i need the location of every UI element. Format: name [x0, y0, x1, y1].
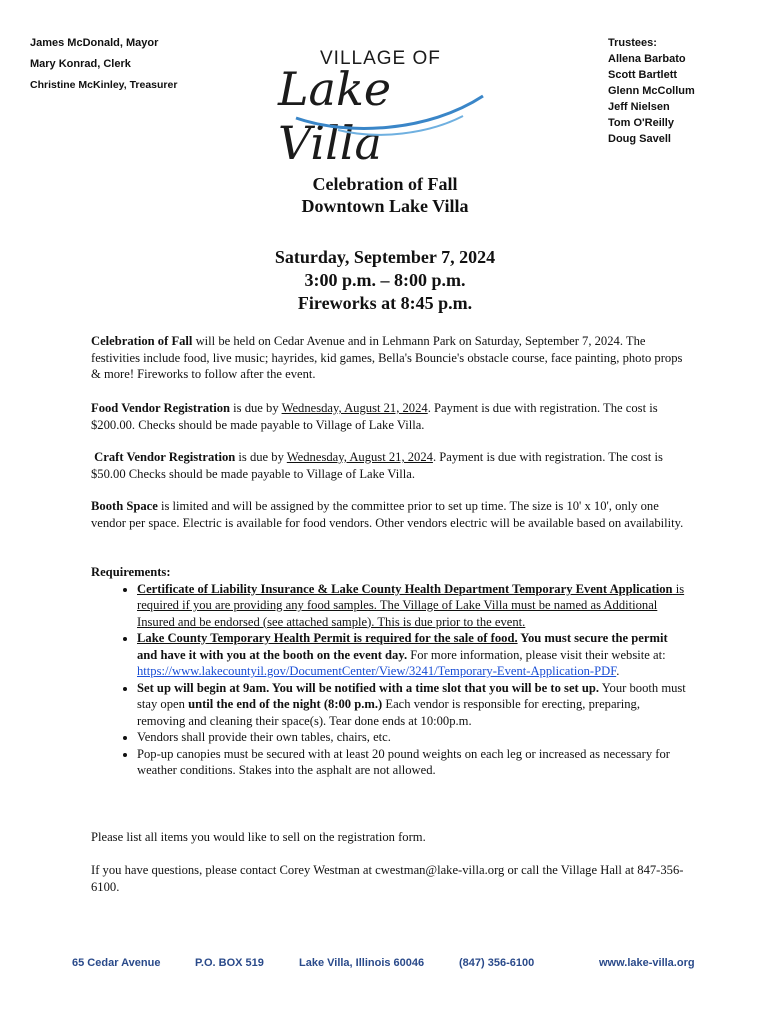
contact-paragraph — [91, 862, 691, 895]
logo-top-text: VILLAGE OF — [320, 48, 441, 69]
treasurer-name: Christine McKinley, Treasurer — [30, 79, 178, 91]
trustee-name: Scott Bartlett — [608, 69, 678, 81]
req-setup-bold: Set up will begin at 9am. You will be notified with a time slot that you will be to set up. — [137, 680, 600, 695]
event-title-line1: Celebration of Fall — [312, 174, 458, 194]
req-permit-text: For more information, please visit their website at: — [407, 647, 666, 662]
requirement-item — [137, 630, 691, 680]
contact-text: If you have questions, please contact Corey Westman at cwestman@lake-villa.org or call the Village Hall at 847-356-6100. — [91, 863, 684, 894]
event-date: Saturday, September 7, 2024 — [274, 247, 496, 267]
trustees-list — [608, 35, 695, 147]
food-vendor-paragraph — [91, 400, 691, 433]
req-setup-text: Your booth must stay open — [137, 680, 686, 711]
food-vendor-bold: Food Vendor Registration — [91, 401, 231, 415]
craft-vendor-deadline: Wednesday, August 21, 2024 — [286, 450, 433, 464]
footer-phone: (847) 356-6100 — [459, 957, 535, 969]
officials-list — [30, 37, 177, 100]
requirements-heading: Requirements: — [91, 565, 171, 579]
craft-vendor-text2: . Payment is due with registration. The cost is $50.00 Checks should be made payable to Village of Lake Villa. — [91, 450, 663, 481]
trustee-name: Doug Savell — [608, 133, 671, 145]
registration-note — [91, 829, 691, 846]
event-time: 3:00 p.m. – 8:00 p.m. — [304, 270, 466, 290]
req-permit-bold: Lake County Temporary Health Permit is required for the sale of food. — [137, 631, 518, 645]
craft-vendor-paragraph — [91, 449, 691, 482]
booth-space-bold: Booth Space — [91, 499, 158, 513]
requirement-item — [137, 581, 691, 631]
event-fireworks: Fireworks at 8:45 p.m. — [297, 293, 473, 313]
craft-vendor-text: is due by — [235, 450, 287, 464]
req-insurance-text: is required if you are providing any food samples. The Village of Lake Villa must be named as Additional Insured and be endorsed (see attached sample). This is due prior to the event. — [137, 581, 685, 629]
booth-space-paragraph — [91, 498, 691, 531]
intro-paragraph — [91, 333, 691, 383]
logo-wave-icon — [278, 44, 498, 144]
clerk-name: Mary Konrad, Clerk — [30, 58, 131, 70]
trustee-name: Jeff Nielsen — [608, 101, 670, 113]
intro-bold: Celebration of Fall — [91, 334, 193, 348]
event-title — [0, 173, 770, 217]
mayor-name: James McDonald, Mayor — [30, 37, 159, 49]
requirement-item: • Pop-up canopies must be secured with at least 20 pound weights on each leg or increased as necessary for weather conditions. Stakes into the asphalt are not allowed. — [137, 746, 691, 779]
requirements-section — [91, 564, 691, 779]
trustees-heading: Trustees: — [608, 37, 657, 49]
req-setup-text2: Each vendor is responsible for erecting, preparing, removing and cleaning their space(s). Tear done ends at 10:00p.m. — [137, 697, 640, 728]
footer-city: Lake Villa, Illinois 60046 — [299, 957, 425, 969]
food-vendor-text: is due by — [230, 401, 282, 415]
registration-note-text: Please list all items you would like to sell on the registration form. — [91, 830, 426, 844]
craft-vendor-bold: Craft Vendor Registration — [94, 450, 236, 464]
requirement-item — [137, 680, 691, 730]
req-permit-end: . — [616, 664, 620, 678]
requirement-item: • Vendors shall provide their own tables, chairs, etc. — [137, 729, 691, 746]
village-logo — [278, 44, 498, 170]
intro-text: will be held on Cedar Avenue and in Lehmann Park on Saturday, September 7, 2024. The festivities include food, live music; hayrides, kid games, Bella's Bouncie's obstacle course, face painting, photo props & more! Fireworks to follow after the event. — [91, 334, 683, 381]
booth-space-text: is limited and will be assigned by the committee prior to set up time. The size is 10' x 10', only one vendor per space. Electric is available for food vendors. Other vendors electric will be available based on availability. — [91, 499, 684, 530]
footer-address: 65 Cedar Avenue — [72, 957, 161, 969]
event-title-line2: Downtown Lake Villa — [301, 196, 469, 216]
trustee-name: Glenn McCollum — [608, 85, 695, 97]
req-setup-bold2: until the end of the night (8:00 p.m.) — [188, 697, 383, 711]
trustee-name: Tom O'Reilly — [608, 117, 674, 129]
footer-website[interactable]: www.lake-villa.org — [599, 957, 695, 969]
food-vendor-text2: . Payment is due with registration. The cost is $200.00. Checks should be made payable to Village of Lake Villa. — [91, 401, 658, 432]
req-insurance-bold: Certificate of Liability Insurance & Lake County Health Department Temporary Event Application — [137, 581, 673, 596]
req-permit-bold2: You must secure the permit and have it with you at the booth on the event day. — [137, 631, 668, 662]
trustee-name: Allena Barbato — [608, 53, 686, 65]
food-vendor-deadline: Wednesday, August 21, 2024 — [281, 401, 428, 415]
event-schedule — [0, 246, 770, 315]
permit-link[interactable]: https://www.lakecountyil.gov/DocumentCenter/View/3241/Temporary-Event-Application-PDF — [137, 664, 617, 678]
footer-pobox: P.O. BOX 519 — [195, 957, 264, 969]
logo-script-text: Lake Villa — [278, 62, 392, 170]
